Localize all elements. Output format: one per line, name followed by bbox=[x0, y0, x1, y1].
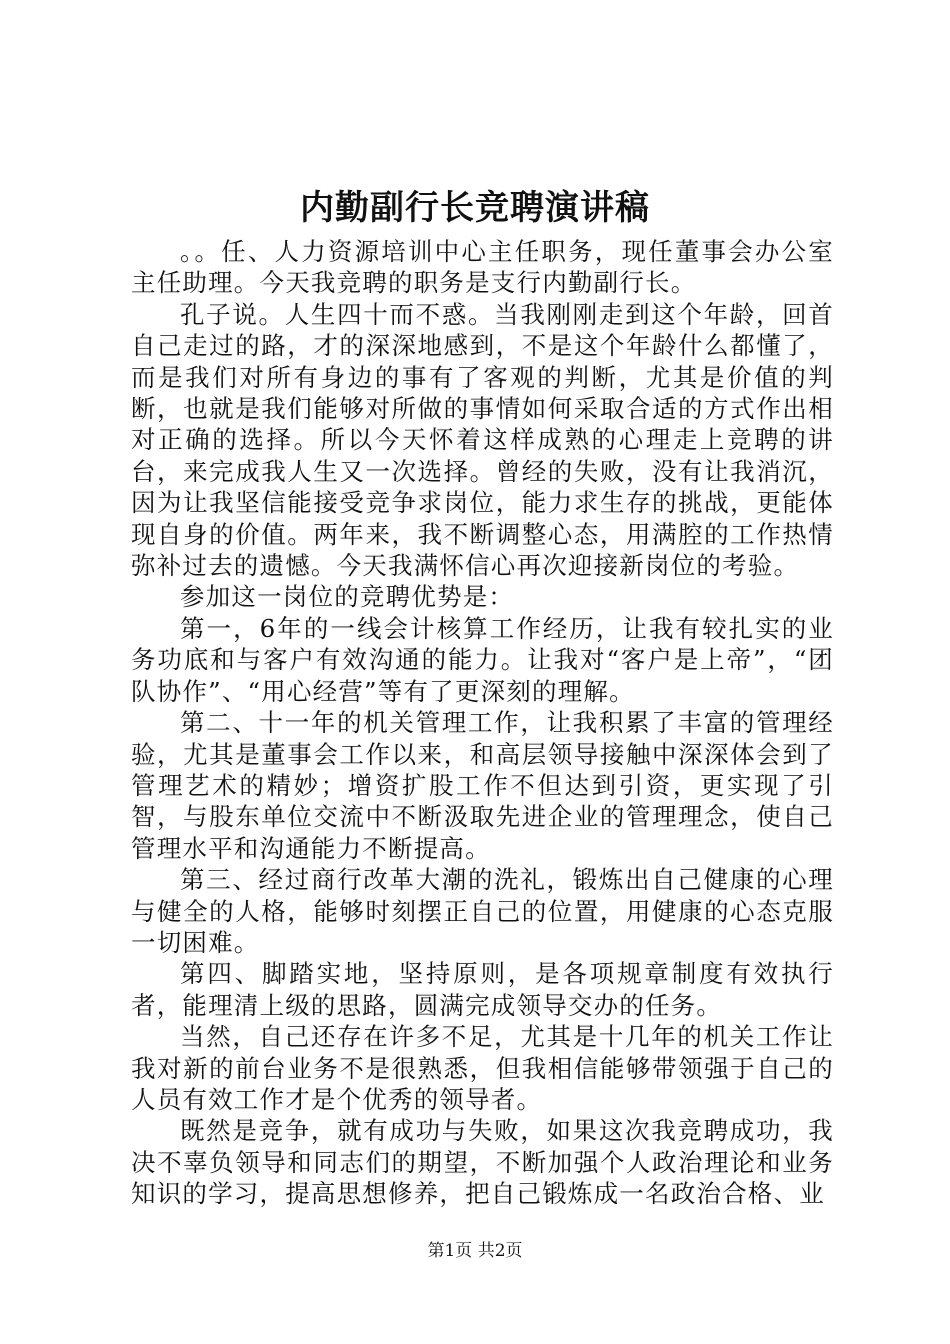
paragraph-1: 。。任、人力资源培训中心主任职务，现任董事会办公室主任助理。今天我竞聘的职务是支行内勤副行长。 bbox=[131, 237, 834, 298]
paragraph-4: 第一，6年的一线会计核算工作经历，让我有较扎实的业务功底和与客户有效沟通的能力。让我对“客户是上帝”，“团队协作”、“用心经营”等有了更深刻的理解。 bbox=[131, 613, 834, 706]
paragraph-7: 第四、脚踏实地，坚持原则，是各项规章制度有效执行者，能理清上级的思路，圆满完成领导交办的任务。 bbox=[131, 959, 834, 1020]
paragraph-9: 既然是竞争，就有成功与失败，如果这次我竞聘成功，我决不辜负领导和同志们的期望，不断加强个人政治理论和业务知识的学习，提高思想修养，把自己锻炼成一名政治合格、业 bbox=[131, 1116, 834, 1209]
paragraph-2: 孔子说。人生四十而不惑。当我刚刚走到这个年龄，回首自己走过的路，才的深深地感到，不是这个年龄什么都懂了，而是我们对所有身边的事有了客观的判断，尤其是价值的判断，也就是我们能够对所做的事情如何采取合适的方式作出相对正确的选择。所以今天怀着这样成熟的心理走上竞聘的讲台，来完成我人生又一次选择。曾经的失败，没有让我消沉，因为让我坚信能接受竞争求岗位，能力求生存的挑战，更能体现自身的价值。两年来，我不断调整心态，用满腔的工作热情弥补过去的遗憾。今天我满怀信心再次迎接新岗位的考验。 bbox=[131, 299, 834, 581]
page-footer: 第1页 共2页 bbox=[427, 1241, 523, 1261]
paragraph-5: 第二、十一年的机关管理工作，让我积累了丰富的管理经验，尤其是董事会工作以来，和高层领导接触中深深体会到了管理艺术的精妙；增资扩股工作不但达到引资，更实现了引智，与股东单位交流中不断汲取先进企业的管理理念，使自己管理水平和沟通能力不断提高。 bbox=[131, 708, 834, 863]
paragraph-3: 参加这一岗位的竞聘优势是： bbox=[180, 582, 515, 612]
document-title: 内勤副行长竞聘演讲稿 bbox=[300, 188, 650, 228]
paragraph-8: 当然，自己还存在许多不足，尤其是十几年的机关工作让我对新的前台业务不是很熟悉，但我相信能够带领强于自己的人员有效工作才是个优秀的领导者。 bbox=[131, 1022, 834, 1114]
document-body bbox=[131, 236, 834, 1210]
paragraph-6: 第三、经过商行改革大潮的洗礼，锻炼出自己健康的心理与健全的人格，能够时刻摆正自己的位置，用健康的心态克服一切困难。 bbox=[131, 865, 834, 957]
